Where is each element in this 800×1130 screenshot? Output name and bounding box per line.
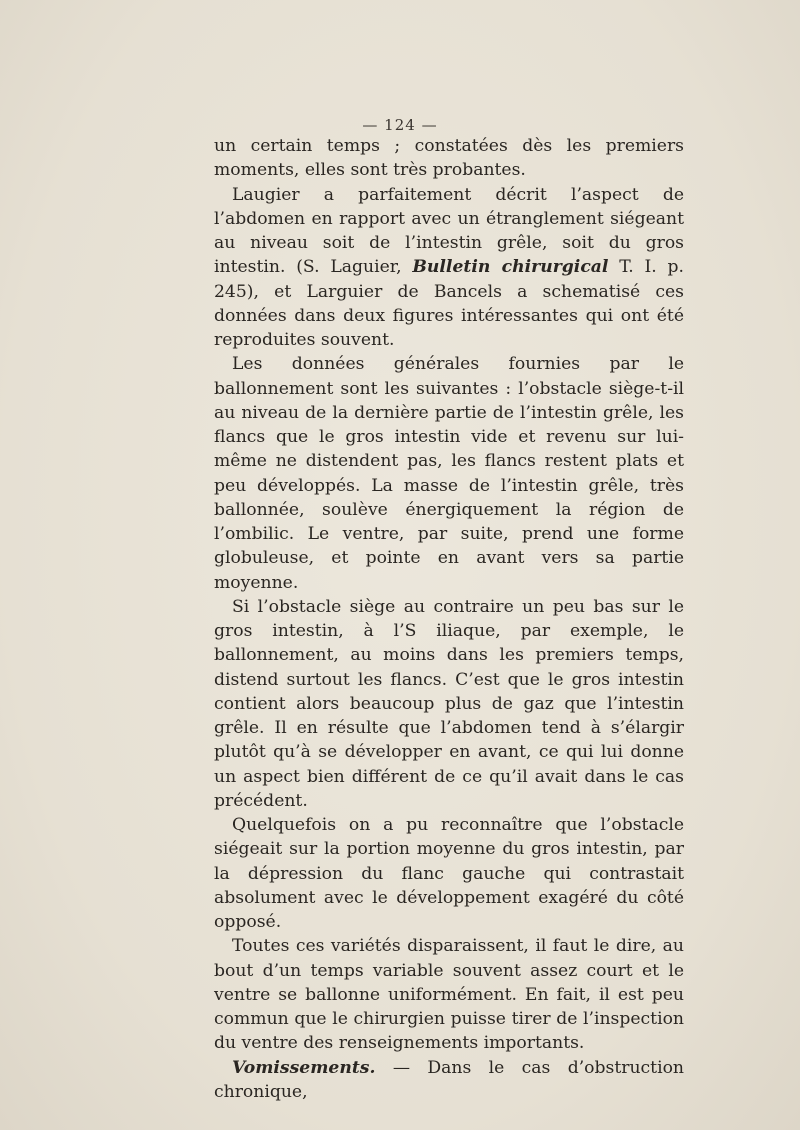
italic-text: Vomissements. [232, 1057, 376, 1078]
text-run: Si l’obstacle siège au contraire un peu bas sur le gros intestin, à l’S iliaque, par exemple, le ballonnement, au moins dans les premiers temps, distend surtout les flancs. C’est que le gros intestin contient alors beaucoup plus de gaz que l’intestin grêle. Il en résulte que l’abdomen tend à s’élargir plutôt qu’à se développer en avant, ce qui lui donne un aspect bien différent de ce qu’il avait dans le cas précédent. [214, 596, 684, 811]
paragraph [214, 352, 684, 595]
paragraph [214, 595, 684, 813]
text-run: Quelquefois on a pu reconnaître que l’obstacle siégeait sur la portion moyenne du gros intestin, par la dépression du flanc gauche qui contrastait absolument avec le développement exagéré du côté opposé. [214, 815, 684, 932]
paragraph [214, 1056, 684, 1105]
paragraph [214, 183, 684, 353]
paragraph [214, 134, 684, 183]
text-run: Les données générales fournies par le ballonnement sont les suivantes : l’obstacle siège-t-il au niveau de la dernière partie de l’intestin grêle, les flancs que le gros intestin vide et revenu sur lui-même ne distendent pas, les flancs restent plats et peu développés. La masse de l’intestin grêle, très ballonnée, soulève énergiquement la région de l’ombilic. Le ventre, par suite, prend une forme globuleuse, et pointe en avant vers sa partie moyenne. [214, 354, 684, 593]
text-run: Laugier a parfaitement décrit l’aspect de l’abdomen en rapport avec un étranglement siégeant au niveau soit de l’intestin grêle, soit du gros intestin. (S. Laguier, [214, 184, 684, 278]
paragraph [214, 934, 684, 1055]
text-run: un certain temps ; constatées dès les premiers moments, elles sont très probantes. [214, 136, 684, 181]
body-text [214, 134, 684, 1104]
italic-text: Bulletin chirurgical [412, 257, 609, 278]
text-run: Toutes ces variétés disparaissent, il faut le dire, au bout d’un temps variable souvent assez court et le ventre se ballonne uniformément. En fait, il est peu commun que le chirurgien puisse tirer de l’inspection du ventre des renseignements importants. [214, 936, 684, 1054]
page-number: — 124 — [362, 116, 438, 134]
paragraph [214, 813, 684, 934]
text-run: — Dans le cas d’obstruction chronique, [214, 1057, 684, 1102]
text-run: T. I. p. 245), et Larguier de Bancels a schematisé ces données dans deux figures intéressantes qui ont été reproduites souvent. [214, 257, 684, 350]
